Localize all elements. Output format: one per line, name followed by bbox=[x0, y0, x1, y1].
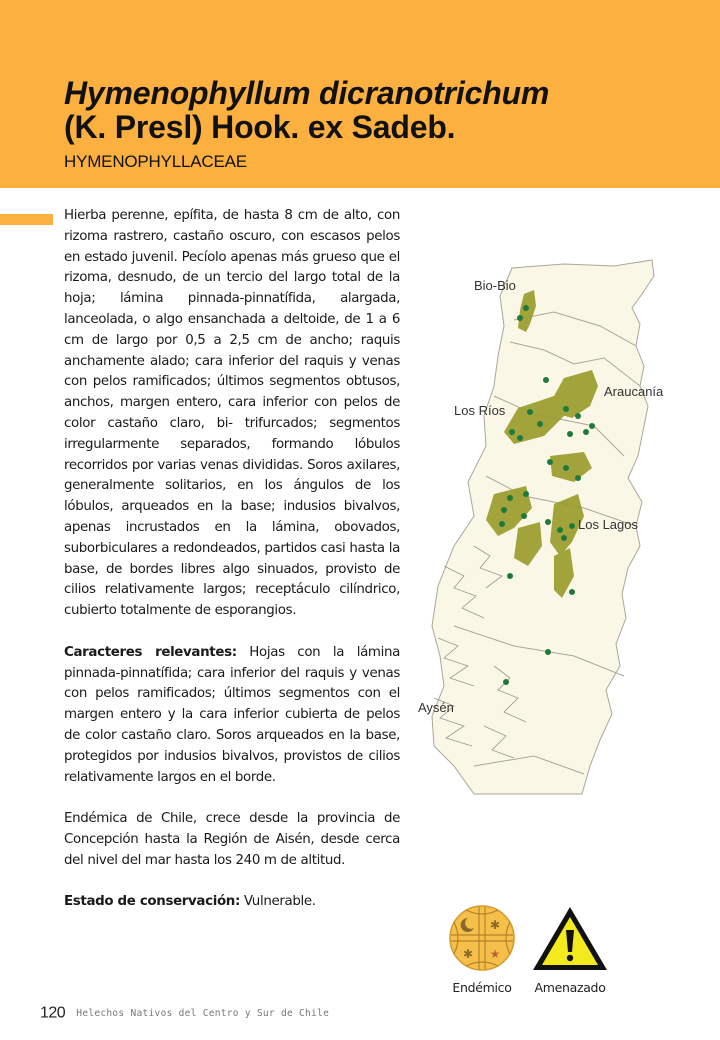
species-authority: (K. Presl) Hook. ex Sadeb. bbox=[64, 109, 456, 145]
warning-triangle-icon bbox=[530, 904, 610, 972]
map-label-aysen: Aysén bbox=[418, 700, 454, 715]
relevant-characters-label: Caracteres relevantes: bbox=[64, 644, 237, 660]
svg-text:✱: ✱ bbox=[489, 918, 501, 932]
endemic-badge bbox=[440, 904, 524, 995]
svg-text:★: ★ bbox=[489, 947, 501, 961]
endemic-emblem-icon bbox=[448, 904, 516, 972]
species-name: Hymenophyllum dicranotrichum bbox=[64, 75, 550, 111]
map-label-los-lagos: Los Lagos bbox=[578, 517, 638, 532]
section-accent-bar bbox=[0, 214, 53, 225]
description-paragraph: Hierba perenne, epífita, de hasta 8 cm de alto, con rizoma rastrero, castaño oscuro, con escasos pelos en estado juvenil. Pecíolo apenas más grueso que el rizoma, desnudo, de un tercio del largo total de la hoja; lámina pinnada-pinnatífida, alargada, lanceolada, o algo ensanchada a deltoide, de 1 a 6 cm de largo por 0,5 a 2,5 cm de ancho; raquis anchamente alado; cara inferior del raquis y venas con pelos ramificados; últimos segmentos obtusos, anchos, margen entero, cara inferior con pelos de color castaño claro, bi- trifurcados; segmentos irregularmente separados, formando lóbulos recorridos por varias venas divididas. Soros axilares, generalmente solitarios, en los ángulos de los lóbulos, arqueados en la base; indusios bivalvos, apenas incrustados en la lámina, obovados, suborbiculares a redondeados, partidos casi hasta la base, de bordes libres algo sinuados, provisto de cilios relativamente largos; receptáculo cilíndrico, cubierto totalmente de esporangios. bbox=[64, 208, 400, 619]
page-footer bbox=[40, 1003, 329, 1023]
threatened-badge bbox=[528, 904, 612, 995]
distribution-paragraph: Endémica de Chile, crece desde la provincia de Concepción hasta la Región de Aisén, desde cerca del nivel del mar hasta los 240 m de altitud. bbox=[64, 811, 400, 868]
distribution-map bbox=[414, 246, 704, 806]
conservation-paragraph bbox=[64, 892, 400, 913]
map-label-araucania: Araucanía bbox=[604, 384, 664, 399]
page-number: 120 bbox=[40, 1004, 66, 1022]
conservation-label: Estado de conservación: bbox=[64, 894, 240, 910]
map-label-biobio: Bio-Bio bbox=[474, 278, 516, 293]
endemic-label: Endémico bbox=[452, 980, 512, 995]
relevant-characters-text: Hojas con la lámina pinnada-pinnatífida; cara inferior del raquis y venas con pelos ramificados; últimos segmentos con el margen entero y la cara inferior cubierta de pelos de color castaño claro. Soros arqueados en la base, protegidos por indusios bivalvos, provistos de cilios relativamente largos en el borde. bbox=[64, 644, 400, 785]
map-label-los-rios: Los Ríos bbox=[454, 403, 506, 418]
family-name: HYMENOPHYLLACEAE bbox=[64, 152, 247, 171]
svg-text:✱: ✱ bbox=[462, 947, 474, 961]
book-title: Helechos Nativos del Centro y Sur de Chile bbox=[76, 1008, 330, 1019]
title-banner bbox=[0, 0, 720, 188]
relevant-characters-paragraph bbox=[64, 643, 400, 789]
species-description bbox=[64, 206, 400, 934]
chile-regions-map-icon bbox=[414, 246, 704, 806]
threatened-label: Amenazado bbox=[534, 980, 606, 995]
conservation-value: Vulnerable. bbox=[240, 894, 316, 910]
